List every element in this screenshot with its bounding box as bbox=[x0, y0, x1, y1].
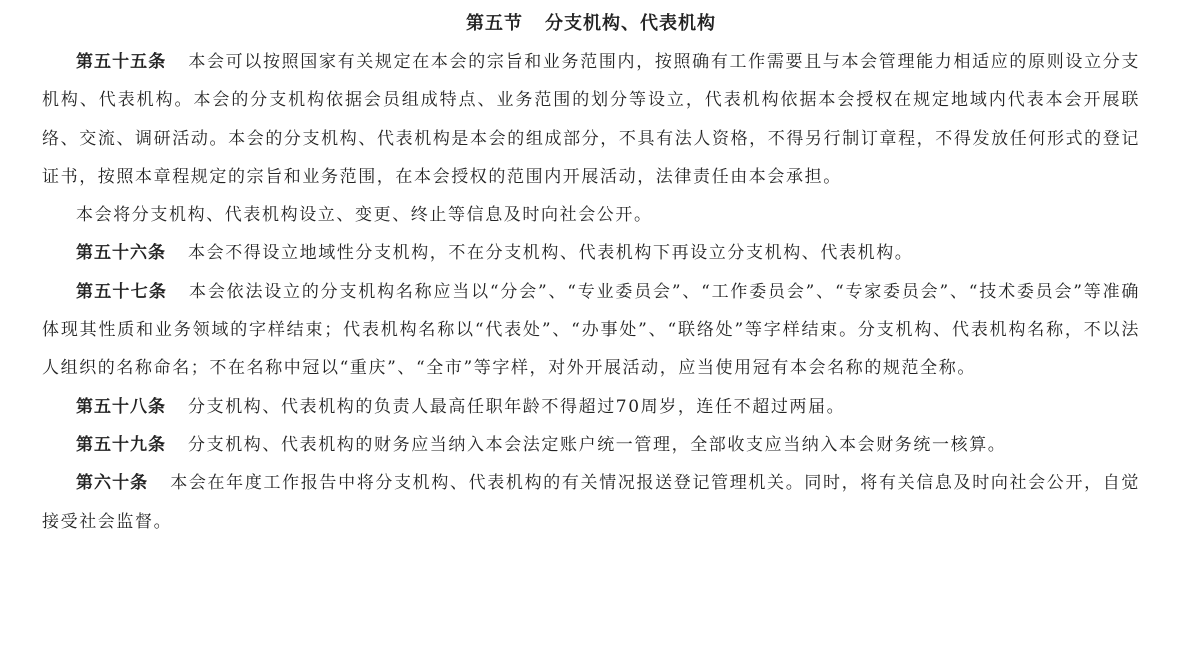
article-57-number: 第五十七条 bbox=[76, 281, 168, 302]
article-59-text: 分支机构、代表机构的财务应当纳入本会法定账户统一管理，全部收支应当纳入本会财务统一核算。 bbox=[188, 434, 1007, 455]
article-60-number: 第六十条 bbox=[76, 473, 149, 494]
section-title bbox=[42, 9, 1140, 39]
section-number: 第五节 bbox=[466, 13, 523, 34]
article-55-second-text: 本会将分支机构、代表机构设立、变更、终止等信息及时向社会公开。 bbox=[76, 205, 653, 226]
article-57-text: 本会依法设立的分支机构名称应当以“分会”、“专业委员会”、“工作委员会”、“专家委员会”、“技术委员会”等准确体现其性质和业务领域的字样结束；代表机构名称以“代表处”、“办事处”、“联络处”等字样结束。分支机构、代表机构名称，不以法人组织的名称命名；不在名称中冠以“重庆”、“全市”等字样，对外开展活动，应当使用冠有本会名称的规范全称。 bbox=[42, 281, 1140, 379]
article-55-number: 第五十五条 bbox=[76, 52, 167, 72]
article-56-number: 第五十六条 bbox=[76, 243, 166, 264]
article-60-text: 本会在年度工作报告中将分支机构、代表机构的有关情况报送登记管理机关。同时，将有关信息及时向社会公开，自觉接受社会监督。 bbox=[42, 473, 1141, 532]
article-58-number: 第五十八条 bbox=[76, 396, 166, 417]
article-56-paragraph bbox=[42, 234, 1140, 272]
section-title-text: 分支机构、代表机构 bbox=[545, 13, 716, 34]
article-56-text: 本会不得设立地域性分支机构，不在分支机构、代表机构下再设立分支机构、代表机构。 bbox=[188, 243, 914, 264]
article-58-paragraph bbox=[42, 388, 1140, 426]
article-55-text: 本会可以按照国家有关规定在本会的宗旨和业务范围内，按照确有工作需要且与本会管理能力相适应的原则设立分支机构、代表机构。本会的分支机构依据会员组成特点、业务范围的划分等设立，代表机构依据本会授权在规定地域内代表本会开展联络、交流、调研活动。本会的分支机构、代表机构是本会的组成部分，不具有法人资格，不得另行制订章程，不得发放任何形式的登记证书，按照本章程规定的宗旨和业务范围，在本会授权的范围内开展活动，法律责任由本会承担。 bbox=[42, 52, 1140, 187]
article-55-paragraph bbox=[42, 43, 1140, 196]
article-60-paragraph bbox=[42, 464, 1140, 541]
article-59-paragraph bbox=[42, 426, 1140, 464]
article-55-second-paragraph bbox=[42, 196, 1140, 234]
article-59-number: 第五十九条 bbox=[76, 434, 166, 455]
article-57-paragraph bbox=[42, 273, 1140, 388]
article-58-text: 分支机构、代表机构的负责人最高任职年龄不得超过70周岁，连任不超过两届。 bbox=[188, 396, 846, 417]
